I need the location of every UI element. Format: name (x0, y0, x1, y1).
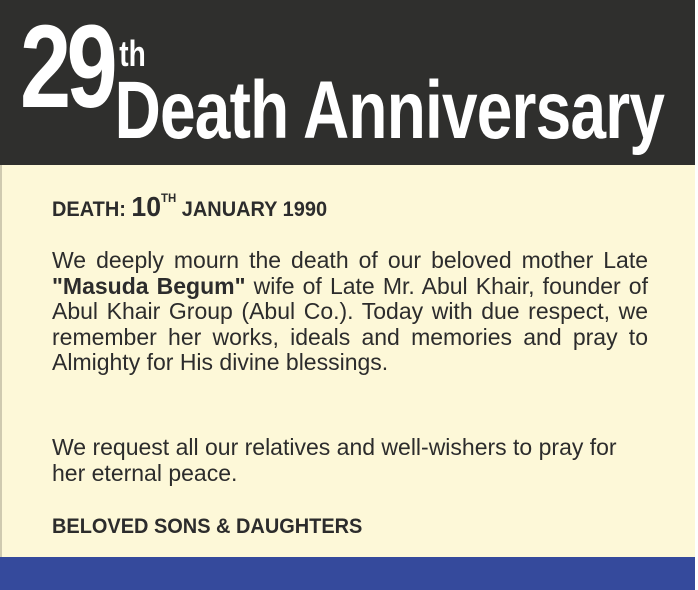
death-day: 10 (131, 191, 162, 222)
request-paragraph: We request all our relatives and well-wishers to pray for her eternal peace. (52, 434, 617, 486)
death-month-year: JANUARY 1990 (181, 198, 328, 221)
header-banner (0, 0, 695, 165)
anniversary-title (20, 1, 665, 156)
death-date-line (52, 191, 327, 223)
paragraph-text-end: wife of Late Mr. Abul Khair, founder of Abul Khair Group (Abul Co.). Today with due respect, we remember her works, ideals and memories and pray to Almighty for His divine blessings. (52, 272, 648, 375)
notice-body (0, 165, 695, 557)
footer-bar (0, 557, 695, 590)
signoff: BELOVED SONS & DAUGHTERS (52, 515, 363, 538)
anniversary-number: 29 (20, 1, 114, 133)
paragraph-text-start: We deeply mourn the death of our beloved mother Late (52, 247, 648, 273)
mourning-paragraph (52, 248, 648, 376)
anniversary-heading: Death Anniversary (114, 65, 665, 156)
death-day-suffix: TH (161, 191, 177, 205)
death-label: DEATH: (52, 198, 126, 221)
anniversary-ordinal-suffix: th (119, 33, 146, 74)
deceased-name: "Masuda Begum" (52, 272, 246, 299)
